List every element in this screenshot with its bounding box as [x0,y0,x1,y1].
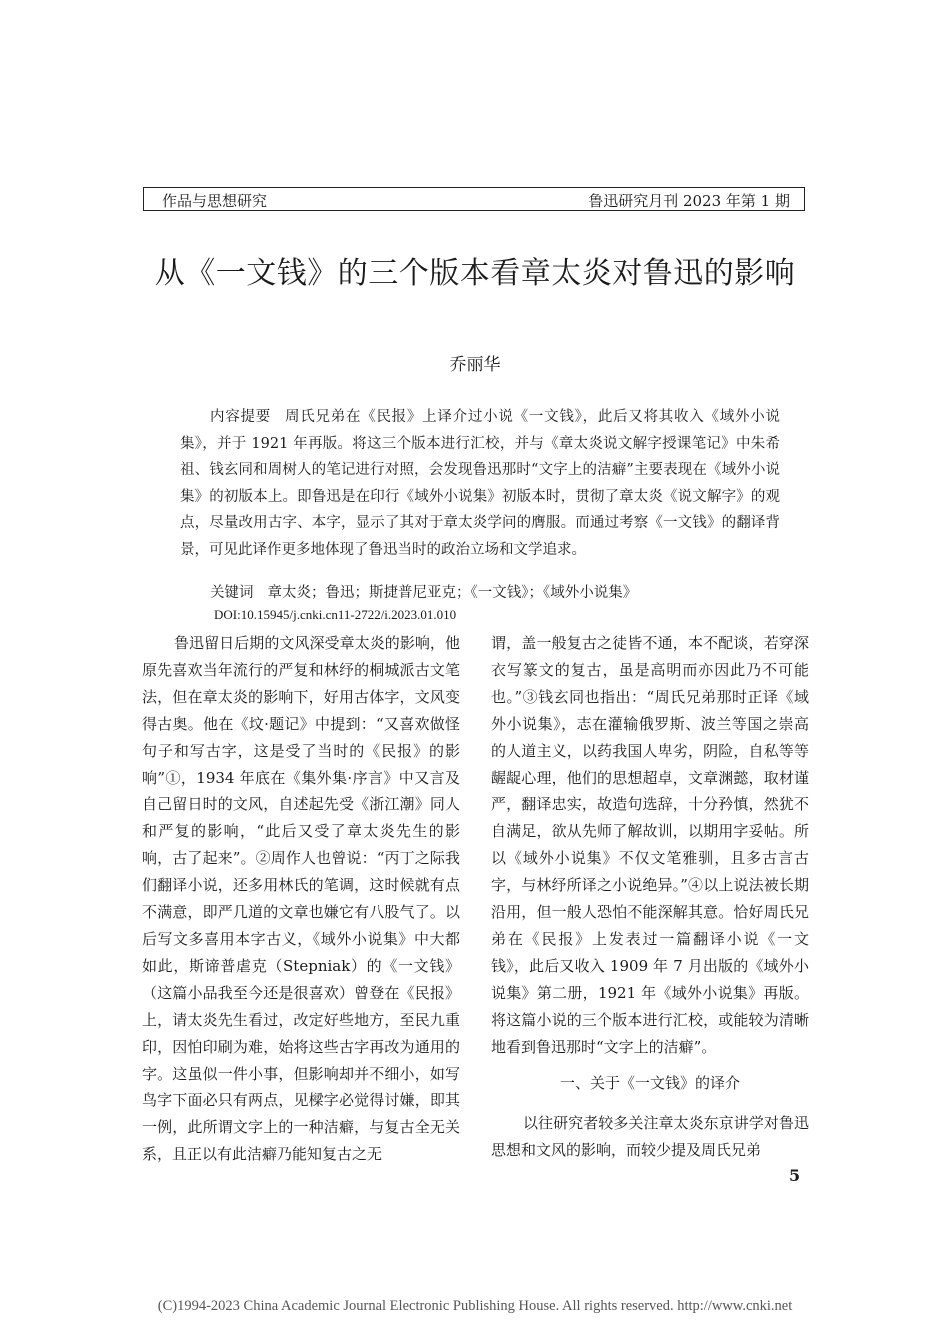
section-heading: 一、关于《一文钱》的译介 [559,1074,740,1092]
abstract [180,404,780,563]
doi: DOI:10.15945/j.cnki.cn11-2722/i.2023.01.010 [214,607,457,622]
keywords-text: 章太炎；鲁迅；斯捷普尼亚克；《一文钱》；《域外小说集》 [267,585,638,601]
copyright-footer: (C)1994-2023 China Academic Journal Electronic Publishing House. All rights reserved. http://www.cnki.net [157,1298,793,1314]
body-paragraph-left: 鲁迅留日后期的文风深受章太炎的影响，他原先喜欢当年流行的严复和林纾的桐城派古文笔法，但在章太炎的影响下，好用古体字，文风变得古奥。他在《坟·题记》中提到：“又喜欢做怪句子和写古字，这是受了当时的《民报》的影响”①，1934 年底在《集外集·序言》中又言及自己留日时的文风，自述起先受《浙江潮》同人和严复的影响，“此后又受了章太炎先生的影响，古了起来”。②周作人也曾说：“丙丁之际我们翻译小说，还多用林氏的笔调，这时候就有点不满意，即严几道的文章也嫌它有八股气了。以后写文多喜用本字古义，《域外小说集》中大都如此，斯谛普虐克（Stepniak）的《一文钱》（这篇小品我至今还是很喜欢）曾登在《民报》上，请太炎先生看过，改定好些地方，至民九重印，因怕印刷为难，始将这些古字再改为通用的字。这虽似一件小事，但影响却并不细小，如写鸟字下面必只有两点，见樑字必觉得讨嫌，即其一例，此所谓文字上的一种洁癖，与复古全无关系，且正以有此洁癖乃能知复古之无 [142,634,460,1164]
body-paragraph-right-2: 以往研究者较多关注章太炎东京讲学对鲁迅思想和文风的影响，而较少提及周氏兄弟 [491,1114,809,1159]
article-author: 乔丽华 [449,355,501,375]
body-column-right-continued [491,1110,809,1164]
body-paragraph-right: 谓，盖一般复古之徒皆不通，本不配谈，若穿深衣写篆文的复古，虽是高明而亦因此乃不可能也。”③钱玄同也指出：“周氏兄弟那时正译《域外小说集》，志在灌输俄罗斯、波兰等国之崇高的人道主义，以药我国人卑劣，阴险，自私等等龌龊心理，他们的思想超卓，文章渊懿，取材谨严，翻译忠实，故造句选辞，十分矜慎，然犹不自满足，欲从先师了解故训，以期用字妥帖。所以《域外小说集》不仅文笔雅驯，且多古言古字，与林纾所译之小说绝异。”④以上说法被长期沿用，但一般人恐怕不能深解其意。恰好周氏兄弟在《民报》上发表过一篇翻译小说《一文钱》，此后又收入 1909 年 7 月出版的《域外小说集》第二册，1921 年《域外小说集》再版。将这篇小说的三个版本进行汇校，或能较为清晰地看到鲁迅那时“文字上的洁癖”。 [491,634,809,1056]
article-title: 从《一文钱》的三个版本看章太炎对鲁迅的影响 [154,256,796,291]
abstract-label: 内容提要 [210,409,271,425]
body-column-right [491,630,809,1061]
keywords [210,581,780,605]
page-number: 5 [789,1166,801,1185]
body-column-left [142,630,460,1168]
keywords-label: 关键词 [210,585,254,601]
abstract-text: 周氏兄弟在《民报》上译介过小说《一文钱》，此后又将其收入《域外小说集》，并于 1921 年再版。将这三个版本进行汇校，并与《章太炎说文解字授课笔记》中朱希祖、钱玄同和周树人的笔记进行对照，会发现鲁迅那时“文字上的洁癖”主要表现在《域外小说集》的初版本上。即鲁迅是在印行《域外小说集》初版本时，贯彻了章太炎《说文解字》的观点，尽量改用古字、本字，显示了其对于章太炎学问的膺服。而通过考察《一文钱》的翻译背景，可见此译作更多地体现了鲁迅当时的政治立场和文学追求。 [180,409,781,558]
journal-issue-label: 鲁迅研究月刊 2023 年第 1 期 [588,192,790,210]
journal-section-label: 作品与思想研究 [162,192,268,210]
